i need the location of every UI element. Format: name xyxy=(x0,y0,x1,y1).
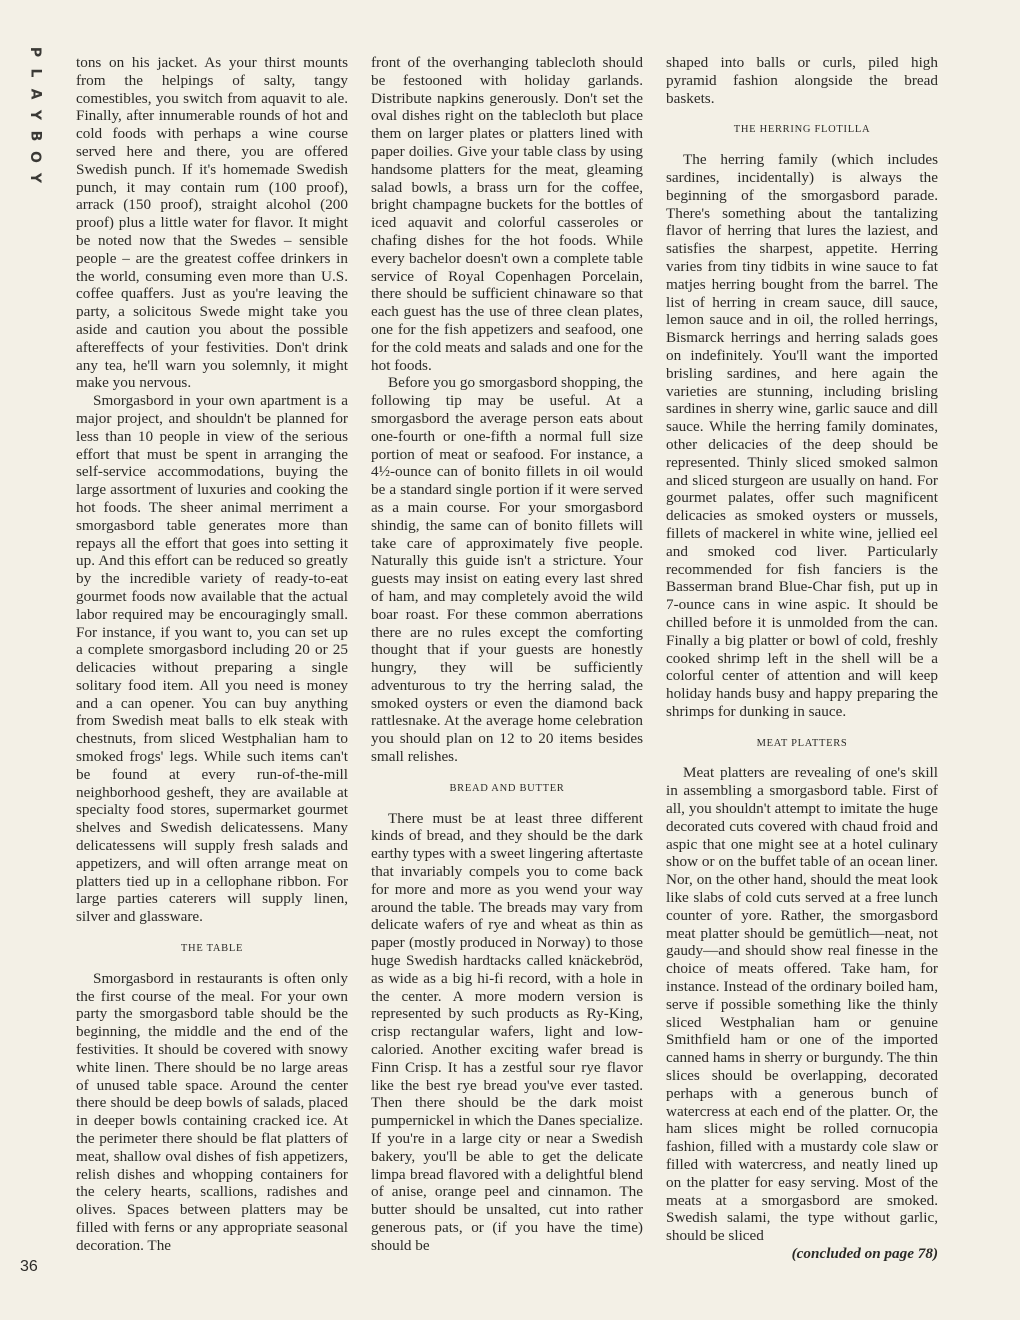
section-heading: THE TABLE xyxy=(180,943,244,955)
body-paragraph: Smorgasbord in restaurants is often only the first course of the meal. For your own party the smorgasbord table should be the beginning, the middle and the end of the festivities. It should be covered with snowy white linen. There should be no large areas of unused table space. Around the center there should be deep bowls of salads, placed in deeper bowls containing cracked ice. At the perimeter there should be flat platters of meat, shallow oval dishes of fish appetizers, relish dishes and whopping containers for the celery hearts, scallions, radishes and olives. Spaces between platters may be filled with ferns or any appropriate seasonal decoration. The xyxy=(76,969,348,1254)
sidebar-letter: O xyxy=(27,151,43,163)
body-paragraph: front of the overhanging tablecloth should be festooned with holiday garlands. Distribute napkins generously. Don't set the oval dishes right on the tablecloth but place them on larger plates or platters lined with paper doilies. Give your table class by using handsome platters for the meat, gleaming salad bowls, a brass urn for the coffee, bright champagne buckets for the bottles of iced aquavit and colorful casseroles or chafing dishes for the hot foods. While every bachelor doesn't own a complete table service of Royal Copenhagen Porcelain, there should be sufficient chinaware so that each guest has the use of three clean plates, one for the fish appetizers and seafood, one for the cold meats and salads and one for the hot foods. xyxy=(371,54,643,374)
sidebar-letter: Y xyxy=(26,109,43,121)
sidebar-letter: P xyxy=(26,46,43,58)
sidebar-letter: L xyxy=(26,68,43,78)
sidebar-letter: Y xyxy=(26,172,43,184)
text-column-2 xyxy=(371,54,643,1255)
body-paragraph: There must be at least three different kinds of bread, and they should be the dark earthy types with a sweet lingering aftertaste that invariably compels you to come back for more and more as you wend your way around the table. The breads may vary from delicate wafers of rye and wheat as thin as paper (mostly produced in Norway) to those huge Swedish hardtacks called knäckebröd, as wide as a big hi-fi record, with a hole in the center. A more modern version is represented by such products as Ry-King, crisp rectangular wafers, light and low-caloried. Another exciting wafer bread is Finn Crisp. It has a zestful sour rye flavor like the best rye bread you've ever tasted. Then there should be the dark moist pumpernickel in which the Danes specialize. If you're in a large city or near a Swedish bakery, you'll be able to get the delicate limpa bread flavored with a delightful blend of anise, orange peel and cinnamon. The butter should be unsalted, cut into rather generous pats, or (if you have the time) should be xyxy=(371,809,643,1254)
body-paragraph: shaped into balls or curls, piled high pyramid fashion alongside the bread baskets. xyxy=(666,54,938,107)
text-column-1 xyxy=(76,54,348,1255)
section-heading: MEAT PLATTERS xyxy=(756,737,848,749)
body-paragraph: tons on his jacket. As your thirst mounts from the helpings of salty, tangy comestibles, you switch from aquavit to ale. Finally, after innumerable rounds of hot and cold foods with perhaps a wine course served here and there, you are offered Swedish punch. If it's homemade Swedish punch, it may contain rum (100 proof), arrack (150 proof), straight alcohol (200 proof) plus a little water for flavor. It might be noted now that the Swedes – sensible people – are the greatest coffee drinkers in the world, consuming even more than U.S. coffee quaffers. Just as you're leaving the party, a solicitous Swede might take you aside and caution you about the possible aftereffects of your festivities. Don't drink any tea, he'll warn you solemnly, it might make you nervous. xyxy=(76,54,348,392)
page-number: 36 xyxy=(20,1258,38,1275)
section-heading: BREAD AND BUTTER xyxy=(449,782,565,794)
text-column-3 xyxy=(666,54,938,1263)
sidebar-letter: A xyxy=(27,88,43,100)
magazine-name-vertical xyxy=(24,44,46,186)
sidebar-letter: B xyxy=(26,130,43,142)
section-heading: THE HERRING FLOTILLA xyxy=(733,124,871,136)
body-paragraph: The herring family (which includes sardines, incidentally) is always the beginning of the smorgasbord parade. There's something about the tantalizing flavor of herring that lures the laziest, and satisfies the sharpest, appetite. Herring varies from tiny tidbits in wine sauce to fat matjes herring bought from the barrel. The list of herring in cream sauce, dill sauce, lemon sauce and in oil, the rolled herrings, Bismarck herrings and herring salads goes on indefinitely. You'll want the imported brisling sardines, and here again the varieties are stunning, including brisling sardines in sherry wine, garlic sauce and dill sauce. While the herring family dominates, other delicacies of the deep should be represented. Thinly sliced smoked salmon and sliced sturgeon are usually on hand. For gourmet palates, offer such magnificent delicacies as smoked oysters or mussels, fillets of mackerel in white wine, jellied eel and smoked cod liver. Particularly recommended for fish fanciers is the Basserman brand Blue-Char fish, put up in 7-ounce cans in wine aspic. It should be chilled before it is unmolded from the can. Finally a big platter or bowl of cold, freshly cooked shrimp left in the shell will be a colorful center of attention and will keep holiday hands busy and happy preparing the shrimps for dunking in sauce. xyxy=(666,151,938,720)
body-paragraph: Before you go smorgasbord shopping, the following tip may be useful. At a smorgasbord the average person eats about one-fourth or one-fifth a normal full size portion of meat or seafood. For instance, a 4½-ounce can of bonito fillets in oil would be a standard single portion if it were served as a main course. For your smorgasbord shindig, the same can of bonito fillets will take care of approximately five people. Naturally this guide isn't a stricture. Your guests may insist on eating every last shred of ham, and may completely avoid the wild boar roast. For these common aberrations there are no rules except the comforting thought that if your guests are honestly hungry, they will be sufficiently adventurous to try the herring salad, the smoked oysters or even the diamond back rattlesnake. At the average home celebration you should plan on 12 to 20 items besides small relishes. xyxy=(371,374,643,766)
body-paragraph: Smorgasbord in your own apartment is a major project, and shouldn't be planned for less than 10 people in view of the serious effort that must be spent in arranging the self-service accommodations, buying the large assortment of luxuries and cooking the hot foods. The sheer animal merriment a smorgasbord table generates more than repays all the effort that goes into setting it up. And this effort can be reduced so greatly by the incredible variety of ready-to-eat gourmet foods now available that the actual labor required may be encouragingly small. For instance, if you want to, you can set up a complete smorgasbord including 20 or 25 delicacies without preparing a single solitary food item. All you need is money and a can opener. You can buy anything from Swedish meat balls to elk steak with chestnuts, from sliced Westphalian ham to smoked frogs' legs. While such items can't be found at every run-of-the-mill neighborhood gesheft, they are available at specialty food stores, supermarket gourmet shelves and Swedish delicatessens. Many delicatessens will supply fresh salads and appetizers, and will often arrange meat on platters tied up in a cellophane ribbon. For large parties caterers will supply linen, silver and glassware. xyxy=(76,392,348,926)
body-paragraph: Meat platters are revealing of one's skill in assembling a smorgasbord table. First of all, you shouldn't attempt to imitate the huge decorated cuts covered with chaud froid and aspic that one might see at a hotel culinary show or on the buffet table of an ocean liner. Nor, on the other hand, should the meat look like slabs of cold cuts served at a free lunch counter of yore. Rather, the smorgasbord meat platter should be gemütlich—neat, not gaudy—and should show real finesse in the choice of meats offered. Take ham, for instance. Instead of the ordinary boiled ham, serve if possible something like the thinly sliced Westphalian ham or genuine Smithfield ham or one of the imported canned hams in sherry or burgundy. The thin slices should be overlapping, decorated perhaps with a generous bunch of watercress at each end of the platter. Or, the ham slices might be rolled cornucopia fashion, filled with a mustardy cole slaw or filled with watercress, and neatly lined up on the platter for easy serving. Most of the meats at a smorgasbord are smoked. Swedish salami, the type without garlic, should be sliced xyxy=(666,764,938,1245)
continuation-note: (concluded on page 78) xyxy=(791,1245,938,1262)
